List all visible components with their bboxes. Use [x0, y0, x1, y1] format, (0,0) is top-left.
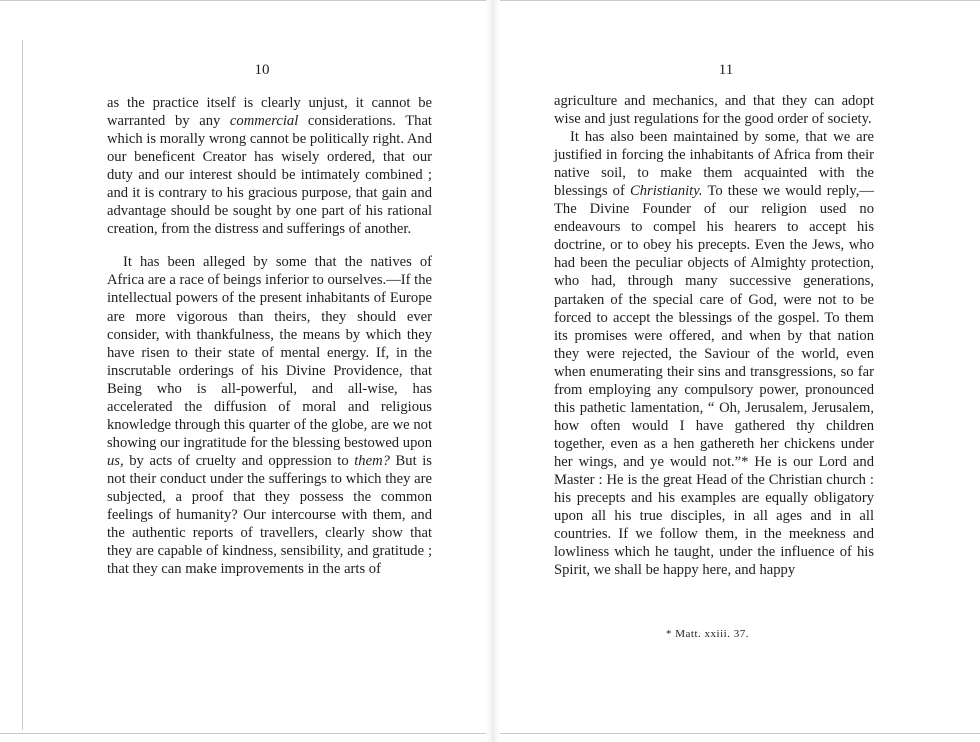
- paragraph: It has been alleged by some that the natives of Africa are a race of beings inferior to ourselves.—If the intellectual powers of the present inhabitants of Europe are more vigorous than theirs, they should ever consider, with thankfulness, the means by which they have risen to their state of mental energy. If, in the inscrutable orderings of his Divine Providence, that Being who is all-powerful, and all-wise, has accelerated the diffusion of moral and religious knowledge through this quarter of the globe, are we not showing our ingratitude for the blessing bestowed upon us, by acts of cruelty and oppression to them? But is not their conduct under the sufferings to which they are subjected, a proof that they possess the common feelings of humanity? Our intercourse with them, and the authentic reports of travellers, clearly show that they are capable of kindness, sensibility, and gratitude ; that they can make improvements in the arts of: [107, 254, 432, 578]
- left-page-text: [107, 94, 432, 578]
- page-number: 10: [254, 62, 270, 78]
- paragraph: as the practice itself is clearly unjust, it cannot be warranted by any commercial considerations. That which is morally wrong cannot be politically right. And our beneficent Creator has wisely ordered, that our duty and our interest should be intimately combined ; and it is contrary to his gracious purpose, that gain and advantage should be sought by one part of his rational creation, from the distress and sufferings of another.: [107, 95, 432, 238]
- paragraph: It has also been maintained by some, that we are justified in forcing the inhabitants of Africa from their native soil, to make them acquainted with the blessings of Christianity. To these we would reply,—The Divine Founder of our religion used no endeavours to compel his hearers to accept his doctrine, or to obey his precepts. Even the Jews, who had been the peculiar objects of Almighty protection, who had, through many successive generations, partaken of the special care of God, were not to be forced to accept the blessings of the gospel. To them its promises were offered, and when by that nation they were rejected, the Saviour of the world, even when enumerating their sins and transgressions, so far from employing any compulsory power, pronounced this pathetic lamentation, “ Oh, Jerusalem, Jerusalem, how often would I have gathered thy children together, even as a hen gathereth her chickens under her wings, and ye would not.”* He is our Lord and Master : He is the great Head of the Christian church : his precepts and his examples are equally obligatory upon all his true disciples, in all ages and in all countries. If we follow them, in the meekness and lowliness which he taught, under the influence of his Spirit, we shall be happy here, and happy: [554, 129, 875, 579]
- right-page-text: [554, 92, 874, 579]
- paragraph: agriculture and mechanics, and that they can adopt wise and just regulations for the good order of society.: [554, 93, 874, 128]
- right-page: [490, 0, 980, 742]
- footnote: * Matt. xxiii. 37.: [666, 628, 749, 640]
- page-number: 11: [718, 62, 734, 78]
